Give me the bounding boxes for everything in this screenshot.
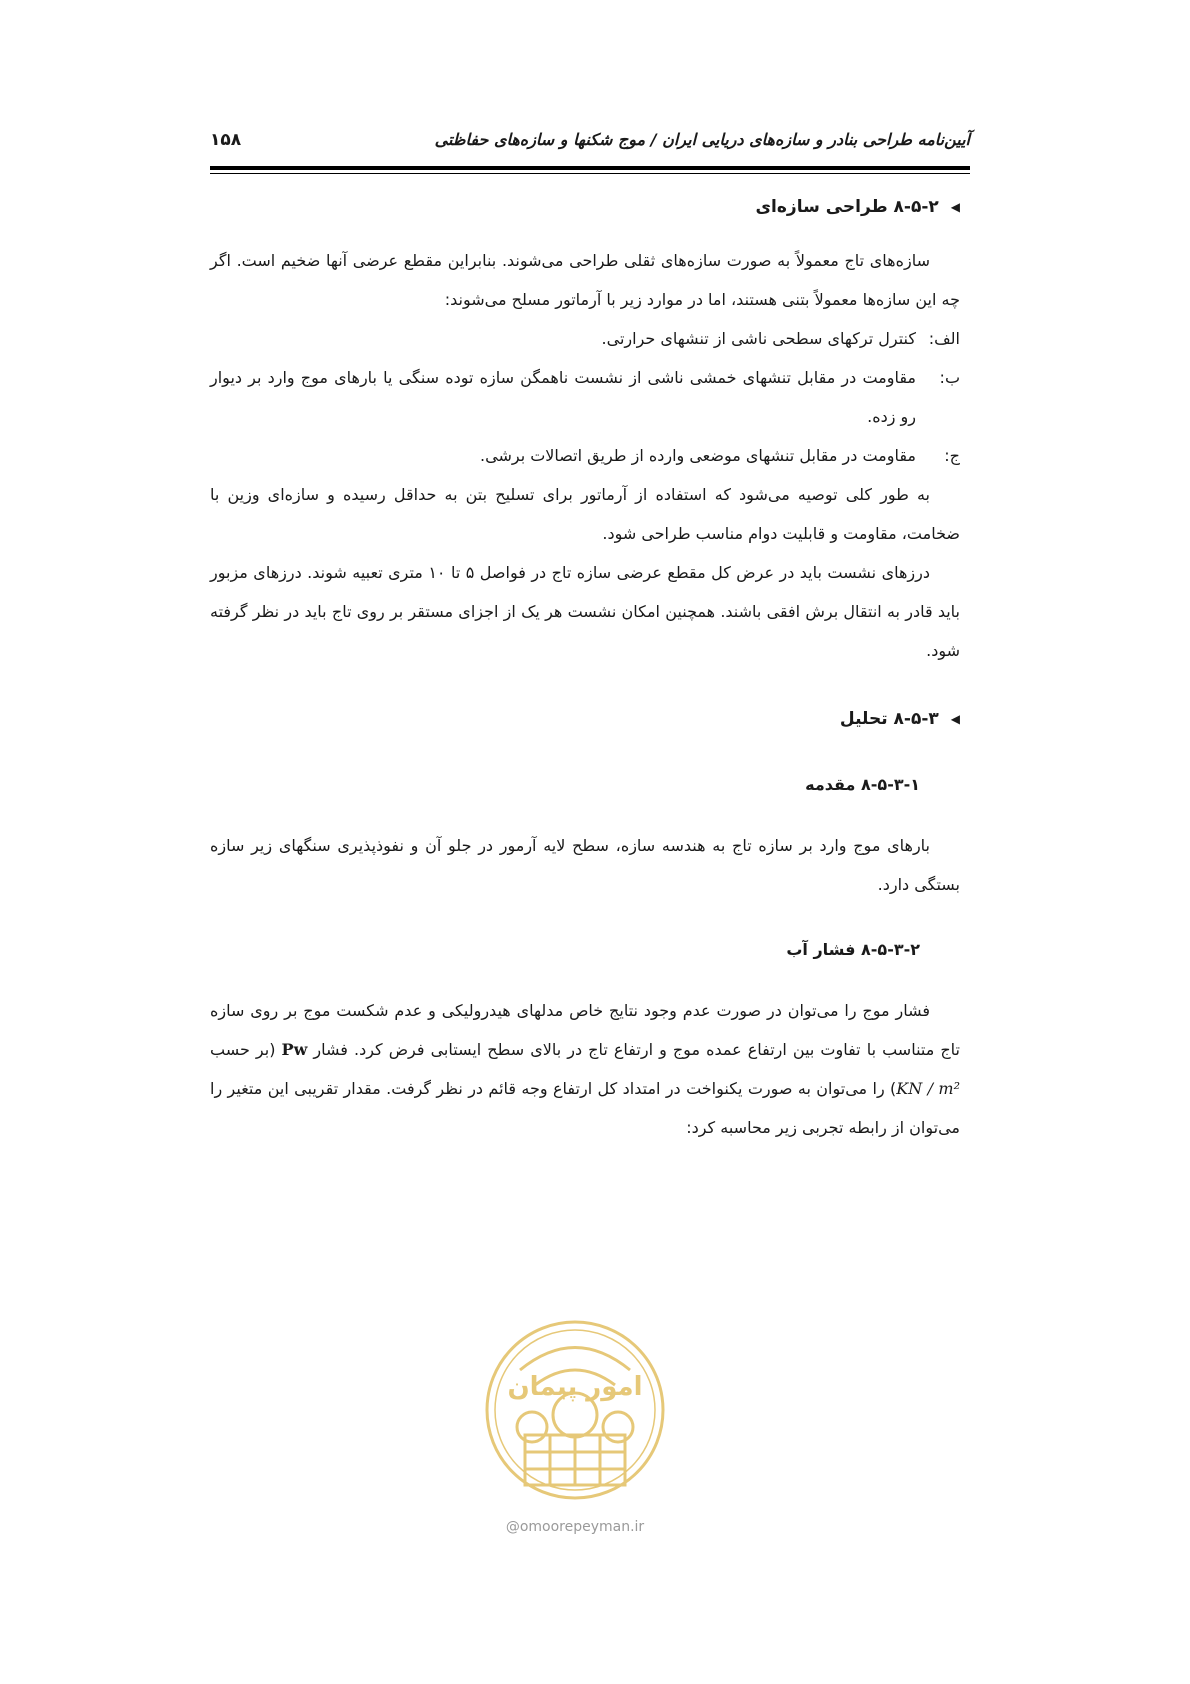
paragraph: به طور کلی توصیه می‌شود که استفاده از آرماتور برای تسلیح بتن به حداقل رسیده و سازه‌ای وزین با ضخامت، مقاومت و قابلیت دوام مناسب طراحی شود. — [210, 485, 960, 543]
list-marker: ب: — [939, 368, 960, 387]
section-heading-text: ۸-۵-۳ تحلیل — [839, 709, 939, 729]
section-heading-analysis — [210, 700, 960, 739]
list-text: مقاومت در مقابل تنشهای موضعی وارده از طریق اتصالات برشی. — [480, 446, 916, 465]
list-item — [210, 319, 960, 358]
paragraph-text: (بر حسب — [210, 1040, 276, 1059]
header-rule-thick — [210, 166, 970, 170]
section-heading-structural-design — [210, 188, 960, 227]
page-number: ۱۵۸ — [210, 130, 242, 150]
header-title: آیین‌نامه طراحی بنادر و سازه‌های دریایی ایران / موج شکنها و سازه‌های حفاظتی — [434, 130, 970, 149]
list-marker: الف: — [928, 329, 960, 348]
paragraph-with-formula — [210, 991, 960, 1147]
paragraph: بارهای موج وارد بر سازه تاج به هندسه سازه، سطح لایه آرمور در جلو آن و نفوذپذیری سنگهای زیر سازه بستگی دارد. — [210, 836, 960, 894]
list-item — [210, 358, 960, 436]
unit-symbol: KN / m² — [896, 1079, 960, 1098]
section-heading-text: ۸-۵-۲ طراحی سازه‌ای — [755, 197, 939, 217]
logo-text: امور پیمان — [507, 1372, 643, 1402]
seal-icon — [480, 1315, 670, 1505]
paragraph: درزهای نشست باید در عرض کل مقطع عرضی سازه تاج در فواصل ۵ تا ۱۰ متری تعبیه شوند. درزهای مزبور باید قادر به انتقال برش افقی باشند. همچنین امکان نشست هر یک از اجزای مستقر بر روی تاج باید در نظر گرفته شود. — [210, 563, 960, 660]
subsection-heading-introduction: ۸-۵-۳-۱ مقدمه — [805, 775, 920, 794]
list-text: مقاومت در مقابل تنشهای خمشی ناشی از نشست ناهمگن سازه توده سنگی یا بارهای موج وارد بر دیوار رو زده. — [210, 368, 916, 426]
watermark-logo — [480, 1315, 670, 1505]
body-content — [210, 188, 960, 1147]
list-text: کنترل ترکهای سطحی ناشی از تنشهای حرارتی. — [601, 329, 916, 348]
paragraph: سازه‌های تاج معمولاً به صورت سازه‌های ثقلی طراحی می‌شوند. بنابراین مقطع عرضی آنها ضخیم است. اگر چه این سازه‌ها معمولاً بتنی هستند، اما در موارد زیر با آرماتور مسلح می‌شوند: — [210, 251, 960, 309]
running-header — [210, 128, 970, 168]
pressure-variable: Pw — [281, 1040, 308, 1059]
watermark-caption: @omoorepeyman.ir — [505, 1519, 645, 1535]
list-item — [210, 436, 960, 475]
paragraph-text: فشار موج را می‌توان در صورت عدم وجود نتایج خاص مدلهای هیدرولیکی و عدم شکست موج بر روی سازه تاج متناسب با تفاوت بین ارتفاع عمده موج و ارتفاع تاج در بالای سطح ایستابی فرض کرد. فشار — [210, 1001, 961, 1059]
triangle-bullet-icon: ◀ — [950, 712, 960, 726]
subsection-heading-water-pressure: ۸-۵-۳-۲ فشار آب — [786, 940, 920, 959]
paragraph-text: ) را می‌توان به صورت یکنواخت در امتداد کل ارتفاع وجه قائم در نظر گرفت. مقدار تقریبی این متغیر را می‌توان از رابطه تجربی زیر محاسبه کرد: — [210, 1079, 960, 1137]
triangle-bullet-icon: ◀ — [950, 200, 960, 214]
list-marker: ج: — [944, 446, 960, 465]
header-rule-thin — [210, 173, 970, 174]
